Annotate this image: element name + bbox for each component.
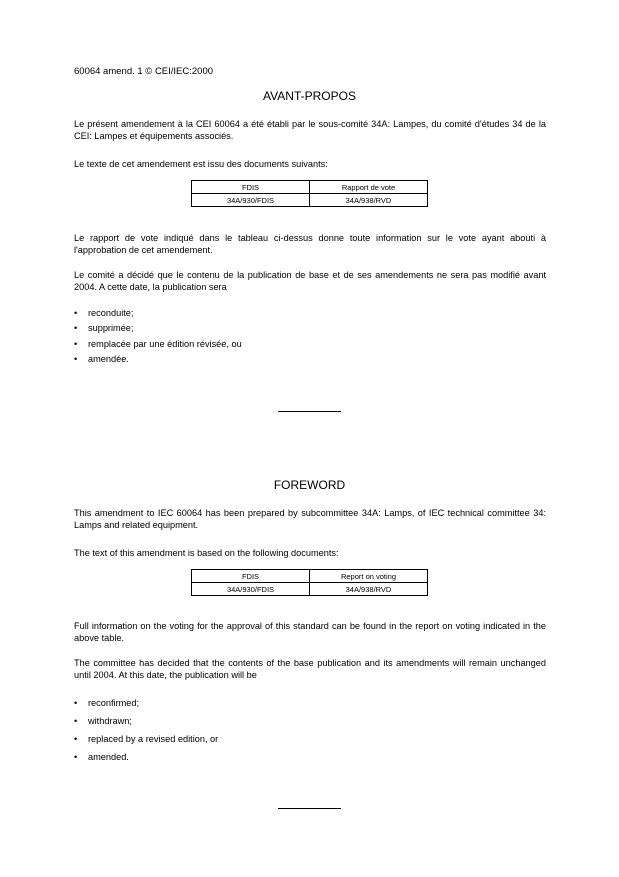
list-item: • withdrawn; [74,712,218,730]
table-cell-fdis: 34A/930/FDIS [192,583,310,596]
table-cell-vote: 34A/938/RVD [310,583,428,596]
list-item: • reconfirmed; [74,694,218,712]
french-title: AVANT-PROPOS [263,89,356,103]
bullet-icon: • [74,698,78,708]
table-header-fdis: FDIS [192,181,310,194]
french-docs-intro: Le texte de cet amendement est issu des documents suivants: [74,159,328,169]
english-bullet-list [74,694,218,766]
list-item: • amendée. [74,352,242,367]
table-header-fdis: FDIS [192,570,310,583]
page-header: 60064 amend. 1 © CEI/IEC:2000 [74,66,214,77]
bullet-icon: • [74,323,78,334]
table-row [192,570,428,583]
table-row [192,181,428,194]
french-intro: Le présent amendement à la CEI 60064 a été établi par le sous-comité 34A: Lampes, du comité d'études 34 de la CEI: Lampes et équipements associés. [74,119,546,141]
list-item: • supprimée; [74,321,242,336]
table-row [192,194,428,207]
bullet-icon: • [74,353,78,364]
table-cell-fdis: 34A/930/FDIS [192,194,310,207]
bullet-icon: • [74,734,78,744]
french-bullet-list [74,306,242,367]
bullet-icon: • [74,338,78,349]
english-vote-table [191,569,428,596]
french-committee: Le comité a décidé que le contenu de la publication de base et de ses amendements ne sera pas modifié avant 2004. A cette date, la publication sera [74,270,546,292]
bullet-icon: • [74,716,78,726]
french-vote-table [191,180,428,207]
list-item: • replaced by a revised edition, or [74,730,218,748]
table-row [192,583,428,596]
list-item: • remplacée par une édition révisée, ou [74,337,242,352]
table-header-vote: Rapport de vote [310,181,428,194]
section-divider [278,808,341,809]
bullet-icon: • [74,752,78,762]
table-cell-vote: 34A/938/RVD [310,194,428,207]
bullet-icon: • [74,308,78,318]
list-item: • reconduite; [74,306,242,321]
list-item: • amended. [74,748,218,766]
table-header-vote: Report on voting [310,570,428,583]
english-intro: This amendment to IEC 60064 has been prepared by subcommittee 34A: Lamps, of IEC technical committee 34: Lamps and related equipment. [74,508,546,530]
english-vote-info: Full information on the voting for the approval of this standard can be found in the report on voting indicated in the above table. [74,621,546,643]
french-vote-info: Le rapport de vote indiqué dans le tableau ci-dessus donne toute information sur le vote ayant abouti à l'approbation de cet amendement. [74,233,546,255]
english-committee: The committee has decided that the contents of the base publication and its amendments will remain unchanged until 2004. At this date, the publication will be [74,658,546,680]
english-docs-intro: The text of this amendment is based on the following documents: [74,548,339,558]
english-title: FOREWORD [273,478,346,492]
section-divider [278,411,341,412]
